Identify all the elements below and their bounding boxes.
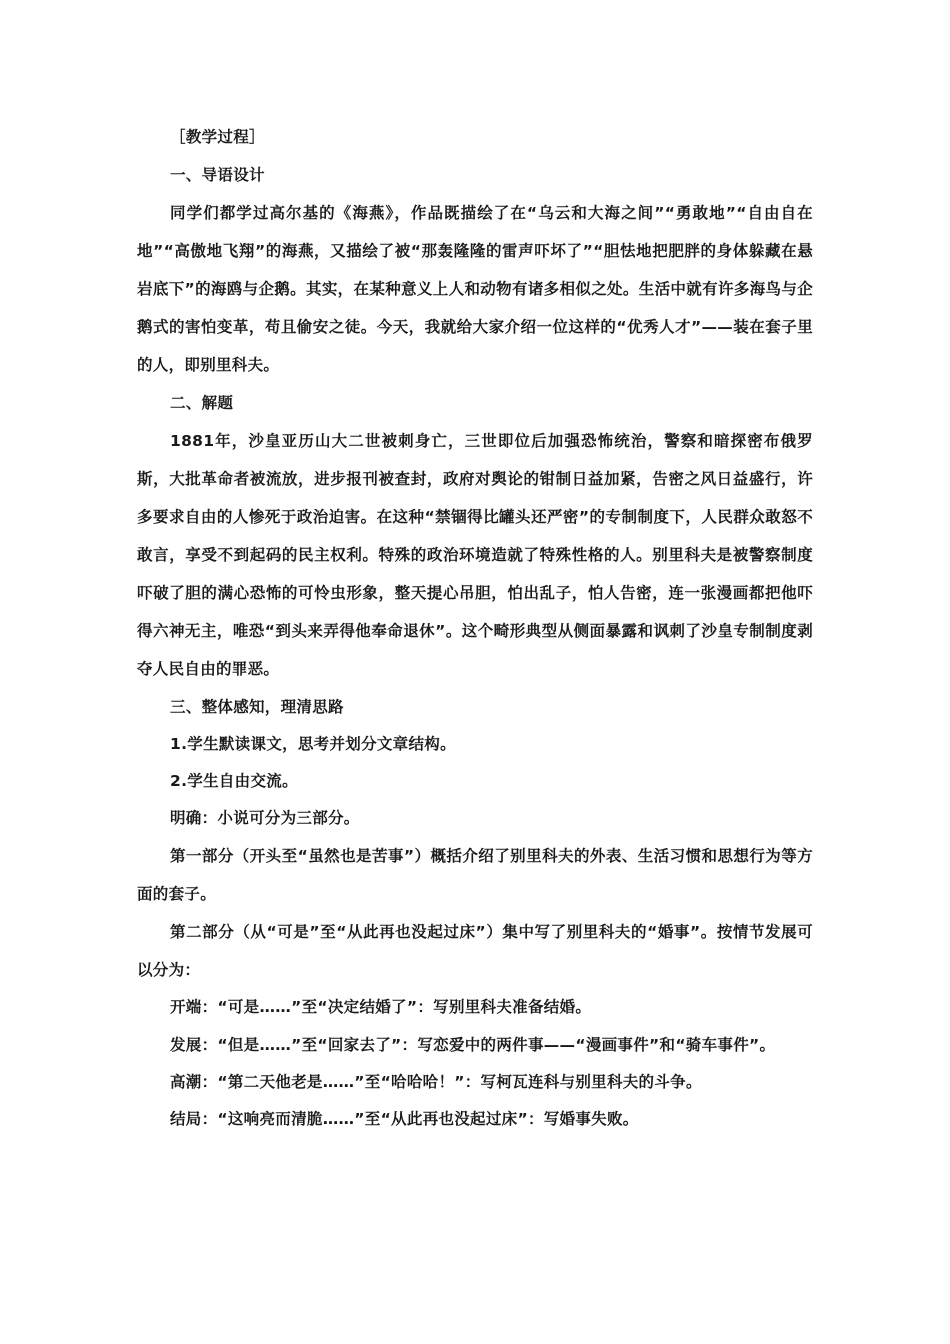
document-page — [137, 118, 813, 1138]
paragraph-background: 1881年，沙皇亚历山大二世被刺身亡，三世即位后加强恐怖统治，警察和暗探密布俄罗斯，大批革命者被流放，进步报刊被查封，政府对舆论的钳制日益加紧，告密之风日益盛行，许多要求自由的人惨死于政治迫害。在这种“禁锢得比罐头还严密”的专制制度下，人民群众敢怒不敢言，享受不到起码的民主权利。特殊的政治环境造就了特殊性格的人。别里科夫是被警察制度吓破了胆的满心恐怖的可怜虫形象，整天提心吊胆，怕出乱子，怕人告密，连一张漫画都把他吓得六神无主，唯恐“到头来弄得他奉命退休”。这个畸形典型从侧面暴露和讽刺了沙皇专制制度剥夺人民自由的罪恶。 — [137, 432, 813, 678]
plot-opening: 开端：“可是……”至“决定结婚了”：写别里科夫准备结婚。 — [170, 998, 592, 1016]
heading-overall-perception: 三、整体感知，理清思路 — [170, 698, 344, 716]
part-one: 第一部分（开头至“虽然也是苦事”）概括介绍了别里科夫的外表、生活习惯和思想行为等方面的套子。 — [137, 847, 813, 903]
plot-ending: 结局：“这响亮而清脆……”至“从此再也没起过床”：写婚事失败。 — [170, 1110, 639, 1128]
plot-climax: 高潮：“第二天他老是……”至“哈哈哈！”：写柯瓦连科与别里科夫的斗争。 — [170, 1073, 702, 1091]
step-2: 2.学生自由交流。 — [170, 772, 298, 790]
section-title: ［教学过程］ — [170, 128, 265, 146]
clarification: 明确：小说可分为三部分。 — [170, 809, 360, 827]
heading-intro-design: 一、导语设计 — [170, 166, 265, 184]
step-1: 1.学生默读课文，思考并划分文章结构。 — [170, 735, 456, 753]
plot-development: 发展：“但是……”至“回家去了”：写恋爱中的两件事——“漫画事件”和“骑车事件”。 — [170, 1036, 776, 1054]
heading-title-explanation: 二、解题 — [170, 394, 234, 412]
part-two: 第二部分（从“可是”至“从此再也没起过床”）集中写了别里科夫的“婚事”。按情节发展可以分为： — [137, 923, 813, 979]
paragraph-intro: 同学们都学过高尔基的《海燕》，作品既描绘了在“乌云和大海之间”“勇敢地”“自由自在地”“高傲地飞翔”的海燕，又描绘了被“那轰隆隆的雷声吓坏了”“胆怯地把肥胖的身体躲藏在悬岩底下”的海鸥与企鹅。其实，在某种意义上人和动物有诸多相似之处。生活中就有许多海鸟与企鹅式的害怕变革，苟且偷安之徒。今天，我就给大家介绍一位这样的“优秀人才”——装在套子里的人，即别里科夫。 — [137, 204, 813, 374]
